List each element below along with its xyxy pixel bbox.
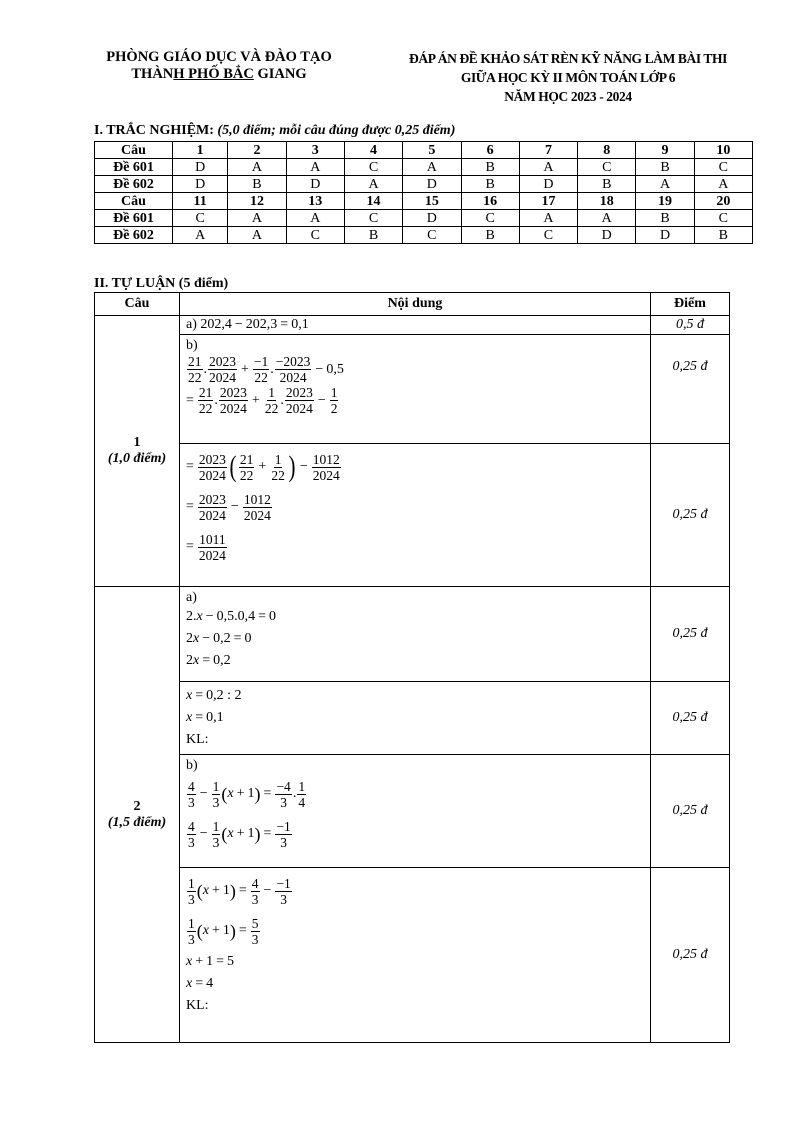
q2b-content-1 [180,755,651,868]
mc-cell: B [461,159,519,176]
q2b-expr-3: $\frac{1}{3}$ ( x + 1 ) = $\frac{4}{3}$ − $\frac{-1}{3}$ [188,875,291,907]
mc-cell: C [461,210,519,227]
mc-cell: C [403,227,461,244]
document-subtitle: GIỮA HỌC KỲ II MÔN TOÁN LỚP 6 [460,70,676,85]
mc-cell: C [578,159,636,176]
mc-cell: 1 [173,142,228,159]
q2a-expr-3: 2 x = 0,2 [186,653,231,668]
mc-cell: 3 [286,142,344,159]
mc-row-label: Câu [95,142,173,159]
mc-cell: C [344,159,402,176]
q1b-content-1 [180,335,651,444]
q2a-conclusion: KL: [186,732,209,747]
mc-cell: C [286,227,344,244]
q2-points: (1,5 điểm) [107,814,167,830]
mc-cell: C [173,210,228,227]
q2b-expr-5: x + 1 = 5 [186,954,235,969]
mc-cell: 13 [286,193,344,210]
mc-row-label: Đề 602 [95,176,173,193]
mc-cell: D [578,227,636,244]
essay-header-row [95,293,730,316]
q2a-expr-1: 2. x − 0,5.0,4 = 0 [186,609,277,624]
mc-cell: 17 [519,193,577,210]
city-name [94,66,344,83]
q1-points: (1,0 điểm) [107,451,167,466]
mc-cell: A [286,210,344,227]
mc-cell: C [344,210,402,227]
col-cau: Câu [95,293,180,316]
q1-number: 1 [133,435,141,450]
mc-cell: 10 [694,142,752,159]
q1b-score-1: 0,25 đ [651,335,730,444]
mc-cell: 6 [461,142,519,159]
mc-cell: 19 [636,193,694,210]
mc-cell: B [636,210,694,227]
mc-cell: 16 [461,193,519,210]
section2-title: II. TỰ LUẬN (5 điểm) [94,276,229,291]
q2a-expr-2: 2 x − 0,2 = 0 [186,631,252,646]
q1b-expr-4: = $\frac{2023}{2024}$ − $\frac{1012}{2024}$ [186,491,271,523]
mc-cell: B [636,159,694,176]
q1a-label: a) [186,317,197,332]
mc-cell: B [461,227,519,244]
header-right [378,49,758,106]
q1b-expr-1: $\frac{21}{22}$ . $\frac{2023}{2024}$ + $\frac{-1}{22}$ . $\frac{-2023}{2024}$ − 0,5 [188,354,344,385]
mc-row-label: Đề 601 [95,159,173,176]
document-title: ĐÁP ÁN ĐỀ KHẢO SÁT RÈN KỸ NĂNG LÀM BÀI THI [409,51,727,66]
mc-cell: A [694,176,752,193]
q2a-expr-4: x = 0,2 : 2 [186,688,242,703]
q2-row-a2 [95,682,730,755]
q2-row-b1 [95,755,730,868]
mc-row-label: Đề 601 [95,210,173,227]
mc-answer-row [95,210,753,227]
q2b-label: b) [186,758,198,773]
city-part-c: GIANG [253,66,307,82]
mc-row-label: Câu [95,193,173,210]
mc-cell: D [403,176,461,193]
mc-cell: A [344,176,402,193]
mc-cell: B [694,227,752,244]
q2-row-b2 [95,868,730,1043]
q1-row-a [95,316,730,335]
q1b-expr-2: = $\frac{21}{22}$ . $\frac{2023}{2024}$ + $\frac{1}{22}$ . $\frac{2023}{2024}$ − $\frac{1}{2}$ [186,385,338,416]
mc-cell: C [694,210,752,227]
mc-cell: 9 [636,142,694,159]
mc-cell: 5 [403,142,461,159]
q1b-expr-5: = $\frac{1011}{2024}$ [186,531,226,563]
mc-cell: 18 [578,193,636,210]
mc-cell: A [403,159,461,176]
section1-subtitle: (5,0 điểm; mỗi câu đúng được 0,25 điểm) [217,123,456,138]
mc-cell: B [228,176,286,193]
city-part-a: THÀN [131,66,174,82]
header-left [94,49,344,83]
col-diem: Điểm [651,293,730,316]
mc-cell: 11 [173,193,228,210]
mc-header-row [95,142,753,159]
q2b-expr-4: $\frac{1}{3}$ ( x + 1 ) = $\frac{5}{3}$ [188,915,259,947]
mc-answer-row [95,159,753,176]
q2b-score-2: 0,25 đ [651,868,730,1043]
mc-row-label: Đề 602 [95,227,173,244]
multiple-choice-table [94,141,753,244]
q2b-conclusion: KL: [186,998,209,1013]
mc-cell: 2 [228,142,286,159]
q1a-score: 0,5 đ [651,316,730,335]
school-year: NĂM HỌC 2023 - 2024 [504,89,632,104]
q1-label-cell [95,316,180,587]
mc-cell: 14 [344,193,402,210]
q2b-content-2 [180,868,651,1043]
mc-cell: A [228,159,286,176]
mc-cell: A [228,210,286,227]
mc-cell: A [519,159,577,176]
q1b-content-2 [180,444,651,587]
q2a-score-2: 0,25 đ [651,682,730,755]
mc-cell: A [636,176,694,193]
q2a-content-2 [180,682,651,755]
q1b-label: b) [186,338,198,353]
q2a-label: a) [186,590,197,605]
mc-cell: D [519,176,577,193]
mc-cell: C [519,227,577,244]
q2b-score-1: 0,25 đ [651,755,730,868]
mc-cell: B [461,176,519,193]
mc-cell: D [286,176,344,193]
mc-cell: D [403,210,461,227]
mc-cell: C [694,159,752,176]
section1-heading: I. TRẮC NGHIỆM: [94,123,218,138]
essay-table [94,292,730,1043]
mc-cell: 20 [694,193,752,210]
mc-cell: D [173,159,228,176]
mc-cell: A [286,159,344,176]
q2-number: 2 [133,798,141,814]
q2a-expr-5: x = 0,1 [186,710,224,725]
mc-cell: 7 [519,142,577,159]
mc-cell: A [228,227,286,244]
mc-answer-row [95,176,753,193]
mc-cell: A [578,210,636,227]
mc-cell: B [578,176,636,193]
q1-row-b1 [95,335,730,444]
q2b-expr-2: $\frac{4}{3}$ − $\frac{1}{3}$ ( x + 1 ) = $\frac{-1}{3}$ [188,818,291,850]
mc-cell: A [519,210,577,227]
mc-cell: D [636,227,694,244]
mc-header-row [95,193,753,210]
mc-cell: 8 [578,142,636,159]
q2b-expr-6: x = 4 [186,976,214,991]
q1-row-b2 [95,444,730,587]
department-name: PHÒNG GIÁO DỤC VÀ ĐÀO TẠO [106,49,332,65]
q1a-content: a) 202,4 − 202,3 = 0,1 [180,316,651,335]
section1-title [94,123,455,139]
q2-label-cell [95,587,180,1043]
q1b-expr-3: = $\frac{2023}{2024}$ ( $\frac{21}{22}$ + $\frac{1}{22}$ ) − $\frac{1012}{2024}$ [186,450,340,483]
q1b-score-2: 0,25 đ [651,444,730,587]
mc-cell: 15 [403,193,461,210]
mc-cell: B [344,227,402,244]
mc-cell: 12 [228,193,286,210]
mc-answer-row [95,227,753,244]
mc-cell: D [173,176,228,193]
q2b-expr-1: $\frac{4}{3}$ − $\frac{1}{3}$ ( x + 1 ) = $\frac{-4}{3}$ . $\frac{1}{4}$ [188,778,306,810]
col-noi-dung: Nội dung [180,293,651,316]
q2-row-a1 [95,587,730,682]
mc-cell: A [173,227,228,244]
q2a-score-1: 0,25 đ [651,587,730,682]
city-part-b: H PHỐ BẮC [173,66,254,82]
mc-cell: 4 [344,142,402,159]
q2a-content-1 [180,587,651,682]
